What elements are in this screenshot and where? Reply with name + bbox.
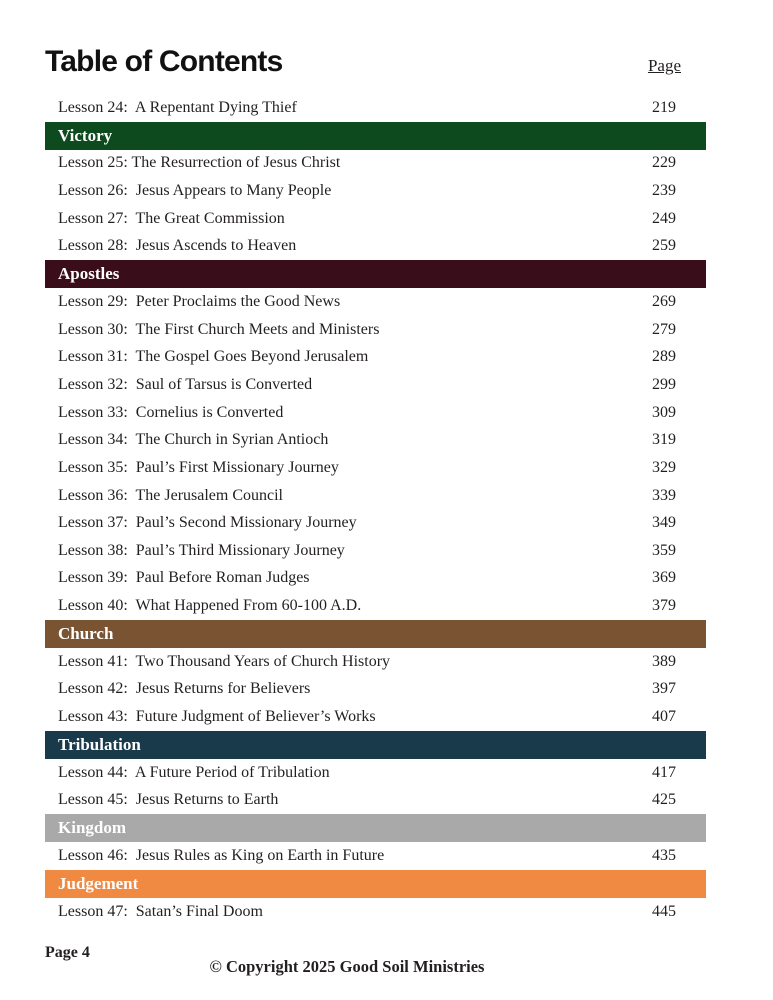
toc-lesson-row xyxy=(45,288,706,316)
lesson-title: Lesson 37: Paul’s Second Missionary Journey xyxy=(58,514,357,532)
lesson-title: Lesson 39: Paul Before Roman Judges xyxy=(58,569,310,587)
lesson-page-number: 329 xyxy=(652,458,676,476)
lesson-title: Lesson 25: The Resurrection of Jesus Christ xyxy=(58,154,341,172)
lesson-title: Lesson 33: Cornelius is Converted xyxy=(58,403,284,421)
lesson-title: Lesson 27: The Great Commission xyxy=(58,209,285,227)
lesson-page-number: 369 xyxy=(652,569,676,587)
lesson-title: Lesson 36: The Jerusalem Council xyxy=(58,486,283,504)
lesson-page-number: 299 xyxy=(652,375,676,393)
lesson-title: Lesson 26: Jesus Appears to Many People xyxy=(58,182,332,200)
toc-lesson-row xyxy=(45,94,706,122)
toc-lesson-row xyxy=(45,343,706,371)
toc-lesson-row xyxy=(45,371,706,399)
section-header-kingdom xyxy=(45,814,706,842)
lesson-page-number: 219 xyxy=(652,98,676,116)
lesson-page-number: 407 xyxy=(652,707,676,725)
lesson-title: Lesson 40: What Happened From 60-100 A.D. xyxy=(58,597,362,615)
section-header-label: Kingdom xyxy=(58,818,127,838)
lesson-title: Lesson 42: Jesus Returns for Believers xyxy=(58,680,311,698)
lesson-title: Lesson 35: Paul’s First Missionary Journey xyxy=(58,458,339,476)
toc-lesson-row xyxy=(45,676,706,704)
lesson-page-number: 309 xyxy=(652,403,676,421)
toc-lesson-row xyxy=(45,482,706,510)
footer-page-number: Page 4 xyxy=(45,944,90,961)
section-header-label: Church xyxy=(58,623,114,643)
toc-list xyxy=(45,94,706,925)
toc-lesson-row xyxy=(45,509,706,537)
lesson-page-number: 259 xyxy=(652,237,676,255)
toc-lesson-row xyxy=(45,565,706,593)
toc-lesson-row xyxy=(45,426,706,454)
section-header-label: Victory xyxy=(58,125,113,145)
toc-lesson-row xyxy=(45,399,706,427)
toc-lesson-row xyxy=(45,177,706,205)
lesson-page-number: 425 xyxy=(652,791,676,809)
toc-lesson-row xyxy=(45,592,706,620)
lesson-title: Lesson 31: The Gospel Goes Beyond Jerusalem xyxy=(58,348,369,366)
toc-lesson-row xyxy=(45,842,706,870)
toc-lesson-row xyxy=(45,150,706,178)
page-title: Table of Contents xyxy=(45,45,283,78)
lesson-title: Lesson 32: Saul of Tarsus is Converted xyxy=(58,375,313,393)
toc-lesson-row xyxy=(45,648,706,676)
lesson-page-number: 289 xyxy=(652,348,676,366)
lesson-page-number: 279 xyxy=(652,320,676,338)
lesson-page-number: 269 xyxy=(652,293,676,311)
lesson-title: Lesson 38: Paul’s Third Missionary Journey xyxy=(58,541,345,559)
lesson-title: Lesson 46: Jesus Rules as King on Earth in Future xyxy=(58,846,385,864)
lesson-title: Lesson 34: The Church in Syrian Antioch xyxy=(58,431,329,449)
lesson-title: Lesson 41: Two Thousand Years of Church History xyxy=(58,652,391,670)
section-header-judgement xyxy=(45,870,706,898)
toc-lesson-row xyxy=(45,233,706,261)
lesson-title: Lesson 44: A Future Period of Tribulation xyxy=(58,763,330,781)
lesson-page-number: 249 xyxy=(652,209,676,227)
lesson-page-number: 319 xyxy=(652,431,676,449)
lesson-title: Lesson 45: Jesus Returns to Earth xyxy=(58,791,279,809)
lesson-title: Lesson 28: Jesus Ascends to Heaven xyxy=(58,237,297,255)
section-header-tribulation xyxy=(45,731,706,759)
lesson-page-number: 239 xyxy=(652,182,676,200)
lesson-page-number: 445 xyxy=(652,902,676,920)
section-header-label: Apostles xyxy=(58,264,120,284)
lesson-title: Lesson 47: Satan’s Final Doom xyxy=(58,902,263,920)
lesson-page-number: 417 xyxy=(652,763,676,781)
page-column-header: Page xyxy=(647,56,681,75)
toc-lesson-row xyxy=(45,759,706,787)
lesson-page-number: 339 xyxy=(652,486,676,504)
lesson-page-number: 359 xyxy=(652,541,676,559)
lesson-title: Lesson 43: Future Judgment of Believer’s Works xyxy=(58,707,376,725)
lesson-page-number: 379 xyxy=(652,597,676,615)
toc-lesson-row xyxy=(45,703,706,731)
section-header-victory xyxy=(45,122,706,150)
toc-lesson-row xyxy=(45,786,706,814)
toc-header xyxy=(45,44,706,80)
toc-lesson-row xyxy=(45,537,706,565)
toc-lesson-row xyxy=(45,454,706,482)
lesson-page-number: 389 xyxy=(652,652,676,670)
lesson-title: Lesson 29: Peter Proclaims the Good News xyxy=(58,293,341,311)
toc-lesson-row xyxy=(45,898,706,926)
lesson-title: Lesson 24: A Repentant Dying Thief xyxy=(58,98,297,116)
section-header-label: Judgement xyxy=(58,873,139,893)
section-header-apostles xyxy=(45,260,706,288)
lesson-page-number: 349 xyxy=(652,514,676,532)
footer-copyright: © Copyright 2025 Good Soil Ministries xyxy=(209,957,485,976)
lesson-page-number: 435 xyxy=(652,846,676,864)
lesson-page-number: 397 xyxy=(652,680,676,698)
toc-lesson-row xyxy=(45,205,706,233)
section-header-church xyxy=(45,620,706,648)
content-area xyxy=(45,44,706,925)
lesson-title: Lesson 30: The First Church Meets and Ministers xyxy=(58,320,380,338)
section-header-label: Tribulation xyxy=(58,734,141,754)
lesson-page-number: 229 xyxy=(652,154,676,172)
toc-lesson-row xyxy=(45,316,706,344)
